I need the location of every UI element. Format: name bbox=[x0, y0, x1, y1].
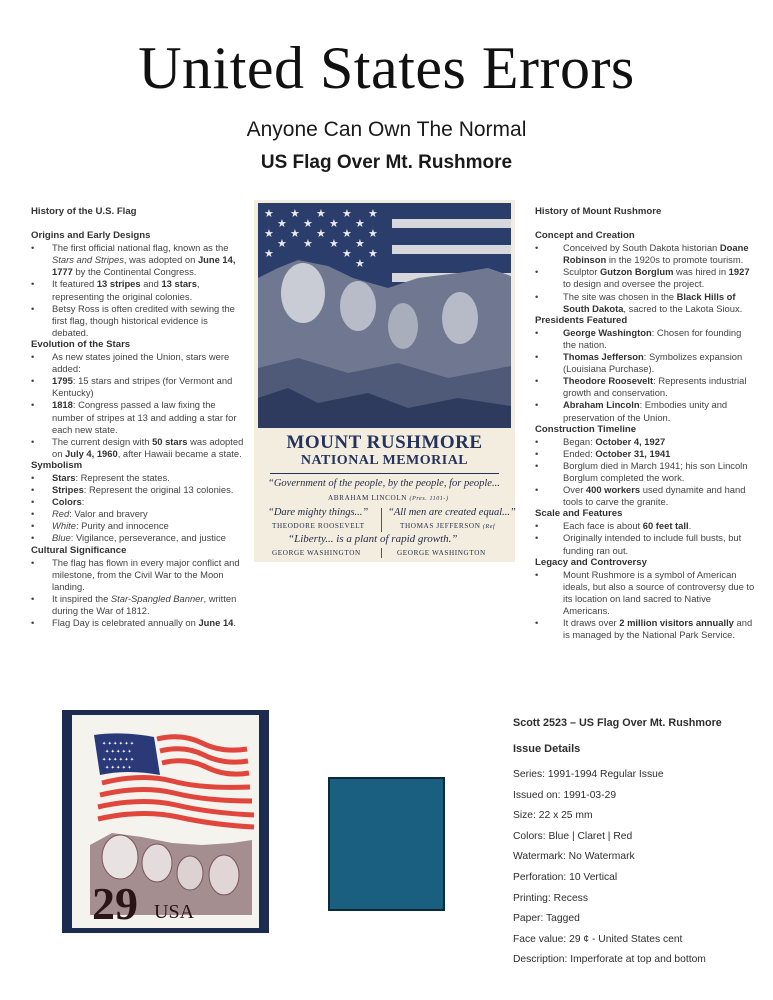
bullet-list bbox=[31, 472, 246, 545]
list-item: • As new states joined the Union, stars were added: bbox=[31, 351, 246, 375]
stamp-value: 29 bbox=[92, 878, 138, 928]
svg-text:★: ★ bbox=[277, 218, 287, 230]
svg-text:★: ★ bbox=[264, 248, 274, 260]
svg-text:★: ★ bbox=[329, 238, 339, 250]
svg-text:★: ★ bbox=[342, 208, 352, 220]
flag-stripe bbox=[392, 219, 511, 228]
list-item: • Each face is about 60 feet tall. bbox=[535, 520, 755, 532]
mountain-faces-illustration bbox=[258, 248, 511, 428]
svg-text:★: ★ bbox=[368, 208, 378, 220]
list-item: • Conceived by South Dakota historian Doane Robinson in the 1920s to promote tourism. bbox=[535, 242, 755, 266]
list-item: • Stars: Represent the states. bbox=[31, 472, 246, 484]
stamp-image bbox=[62, 710, 269, 933]
poster-subheading: NATIONAL MEMORIAL bbox=[300, 453, 469, 468]
list-item: • Began: October 4, 1927 bbox=[535, 436, 755, 448]
list-item: • The current design with 50 stars was adopted on July 4, 1960, after Hawaii became a state. bbox=[31, 436, 246, 460]
stamp-country: USA bbox=[154, 901, 195, 923]
svg-text:★: ★ bbox=[342, 228, 352, 240]
list-item: • It draws over 2 million visitors annually and is managed by the National Park Service. bbox=[535, 617, 755, 641]
detail-issued-on: Issued on: 1991-03-29 bbox=[513, 789, 617, 801]
list-item: • Thomas Jefferson: Symbolizes expansion (Louisiana Purchase). bbox=[535, 351, 755, 375]
bullet-list bbox=[31, 557, 246, 630]
svg-text:✦ ✦ ✦ ✦ ✦ ✦: ✦ ✦ ✦ ✦ ✦ ✦ bbox=[102, 757, 135, 763]
list-item: • Stripes: Represent the original 13 colonies. bbox=[31, 484, 246, 496]
svg-text:★: ★ bbox=[368, 228, 378, 240]
list-item: • Over 400 workers used dynamite and hand tools to carve the granite. bbox=[535, 484, 755, 508]
rushmore-history-title: History of Mount Rushmore bbox=[535, 206, 662, 217]
section-heading: Legacy and Controversy bbox=[535, 556, 647, 568]
list-item: • Theodore Roosevelt: Represents industrial growth and conservation. bbox=[535, 375, 755, 399]
flag-over-rushmore-stamp-art bbox=[72, 715, 259, 928]
attribution-note: (Pres. 1101-) bbox=[409, 496, 449, 502]
list-item: • Abraham Lincoln: Embodies unity and preservation of the Union. bbox=[535, 399, 755, 423]
poster-attribution: GEORGE WASHINGTON bbox=[397, 549, 486, 557]
svg-text:★: ★ bbox=[290, 228, 300, 240]
svg-text:✦ ✦ ✦ ✦ ✦: ✦ ✦ ✦ ✦ ✦ bbox=[105, 765, 132, 771]
svg-text:★: ★ bbox=[264, 228, 274, 240]
issue-details bbox=[513, 716, 768, 974]
list-item: • Borglum died in March 1941; his son Lincoln Borglum completed the work. bbox=[535, 460, 755, 484]
divider bbox=[381, 508, 382, 532]
svg-text:★: ★ bbox=[342, 248, 352, 260]
section-heading: Concept and Creation bbox=[535, 230, 635, 242]
poster-attribution: THEODORE ROOSEVELT bbox=[272, 522, 365, 530]
detail-face-value: Face value: 29 ¢ - United States cent bbox=[513, 933, 683, 945]
attribution-note: (Ref bbox=[482, 524, 496, 530]
section-heading: Scale and Features bbox=[535, 508, 623, 520]
list-item: • It featured 13 stripes and 13 stars, representing the original colonies. bbox=[31, 278, 246, 302]
list-item: • Mount Rushmore is a symbol of American ideals, but also a source of controversy due to its location on land sacred to Native Americans. bbox=[535, 569, 755, 617]
detail-description: Description: Imperforate at top and bottom bbox=[513, 954, 706, 966]
list-item: • Sculptor Gutzon Borglum was hired in 1927 to design and oversee the project. bbox=[535, 266, 755, 290]
stamp-design bbox=[72, 715, 259, 928]
page-subtitle: Anyone Can Own The Normal bbox=[246, 118, 527, 141]
list-item: • Blue: Vigilance, perseverance, and justice bbox=[31, 532, 246, 544]
list-item: • Red: Valor and bravery bbox=[31, 508, 246, 520]
poster-heading: MOUNT RUSHMORE bbox=[286, 432, 483, 453]
attribution-name: THOMAS JEFFERSON bbox=[400, 522, 481, 530]
bullet-list bbox=[535, 436, 755, 509]
divider bbox=[381, 548, 382, 558]
flag-history-title: History of the U.S. Flag bbox=[31, 206, 137, 217]
divider bbox=[270, 473, 499, 474]
poster-attribution bbox=[400, 522, 495, 530]
list-item: • Flag Day is celebrated annually on June 14. bbox=[31, 617, 246, 629]
page-title: United States Errors bbox=[138, 35, 635, 101]
detail-paper: Paper: Tagged bbox=[513, 913, 580, 925]
detail-series: Series: 1991-1994 Regular Issue bbox=[513, 769, 664, 780]
rushmore-history-column bbox=[535, 206, 755, 641]
list-item: • 1818: Congress passed a law fixing the number of stripes at 13 and adding a star for each new state. bbox=[31, 399, 246, 435]
bullet-list bbox=[535, 520, 755, 556]
svg-text:★: ★ bbox=[303, 218, 313, 230]
list-item: • George Washington: Chosen for founding the nation. bbox=[535, 327, 755, 351]
poster-quote: “Liberty... is a plant of rapid growth.” bbox=[288, 533, 458, 545]
svg-text:★: ★ bbox=[316, 228, 326, 240]
svg-text:★: ★ bbox=[329, 218, 339, 230]
color-swatch bbox=[328, 777, 445, 911]
detail-perforation: Perforation: 10 Vertical bbox=[513, 871, 618, 883]
section-heading: Cultural Significance bbox=[31, 544, 127, 556]
svg-text:★: ★ bbox=[303, 238, 313, 250]
list-item: • Colors: bbox=[31, 496, 246, 508]
svg-text:★: ★ bbox=[290, 208, 300, 220]
svg-text:✦ ✦ ✦ ✦ ✦ ✦: ✦ ✦ ✦ ✦ ✦ ✦ bbox=[102, 741, 135, 747]
list-item: • 1795: 15 stars and stripes (for Vermont and Kentucky) bbox=[31, 375, 246, 399]
list-item: • Betsy Ross is often credited with sewing the first flag, though historical evidence is debated. bbox=[31, 303, 246, 339]
detail-printing: Printing: Recess bbox=[513, 892, 588, 904]
flag-history-column bbox=[31, 206, 246, 629]
list-item: • The flag has flown in every major conflict and milestone, from the Civil War to the Moon landing. bbox=[31, 557, 246, 593]
section-heading: Origins and Early Designs bbox=[31, 230, 151, 242]
svg-text:★: ★ bbox=[264, 208, 274, 220]
section-heading: Evolution of the Stars bbox=[31, 338, 131, 350]
bullet-list bbox=[31, 242, 246, 339]
poster-attribution: GEORGE WASHINGTON bbox=[272, 549, 361, 557]
stamp-name-heading: US Flag Over Mt. Rushmore bbox=[260, 152, 513, 173]
svg-text:✦ ✦ ✦ ✦ ✦: ✦ ✦ ✦ ✦ ✦ bbox=[105, 749, 132, 755]
catalog-title: Scott 2523 – US Flag Over Mt. Rushmore bbox=[513, 717, 722, 729]
list-item: • The site was chosen in the Black Hills of South Dakota, sacred to the Lakota Sioux. bbox=[535, 291, 755, 315]
mount-rushmore-poster bbox=[254, 200, 515, 562]
detail-watermark: Watermark: No Watermark bbox=[513, 851, 635, 863]
svg-text:★: ★ bbox=[316, 208, 326, 220]
svg-text:★: ★ bbox=[355, 218, 365, 230]
svg-text:★: ★ bbox=[355, 238, 365, 250]
detail-colors: Colors: Blue | Claret | Red bbox=[513, 830, 633, 842]
list-item: • It inspired the Star-Spangled Banner, written during the War of 1812. bbox=[31, 593, 246, 617]
poster-quote: “Government of the people, by the people, for people... bbox=[268, 478, 500, 489]
section-heading: Presidents Featured bbox=[535, 314, 628, 326]
poster-attribution bbox=[328, 494, 449, 502]
section-heading: Symbolism bbox=[31, 459, 83, 471]
poster-quote: “Dare mighty things...” bbox=[268, 507, 369, 518]
svg-text:★: ★ bbox=[368, 248, 378, 260]
list-item: • Originally intended to include full busts, but funding ran out. bbox=[535, 532, 755, 556]
bullet-list bbox=[535, 569, 755, 642]
detail-size: Size: 22 x 25 mm bbox=[513, 810, 593, 822]
bullet-list bbox=[31, 351, 246, 460]
issue-details-heading: Issue Details bbox=[513, 743, 581, 755]
list-item: • Ended: October 31, 1941 bbox=[535, 448, 755, 460]
list-item: • The first official national flag, known as the Stars and Stripes, was adopted on June 14, 1777 by the Continental Congress. bbox=[31, 242, 246, 278]
flag-and-mountain-illustration bbox=[258, 203, 511, 428]
list-item: • White: Purity and innocence bbox=[31, 520, 246, 532]
attribution-name: ABRAHAM LINCOLN bbox=[328, 494, 408, 502]
svg-text:★: ★ bbox=[277, 238, 287, 250]
bullet-list bbox=[535, 242, 755, 315]
bullet-list bbox=[535, 327, 755, 424]
poster-quote: “All men are created equal...” bbox=[388, 507, 516, 518]
section-heading: Construction Timeline bbox=[535, 423, 637, 435]
svg-text:★: ★ bbox=[355, 258, 365, 270]
